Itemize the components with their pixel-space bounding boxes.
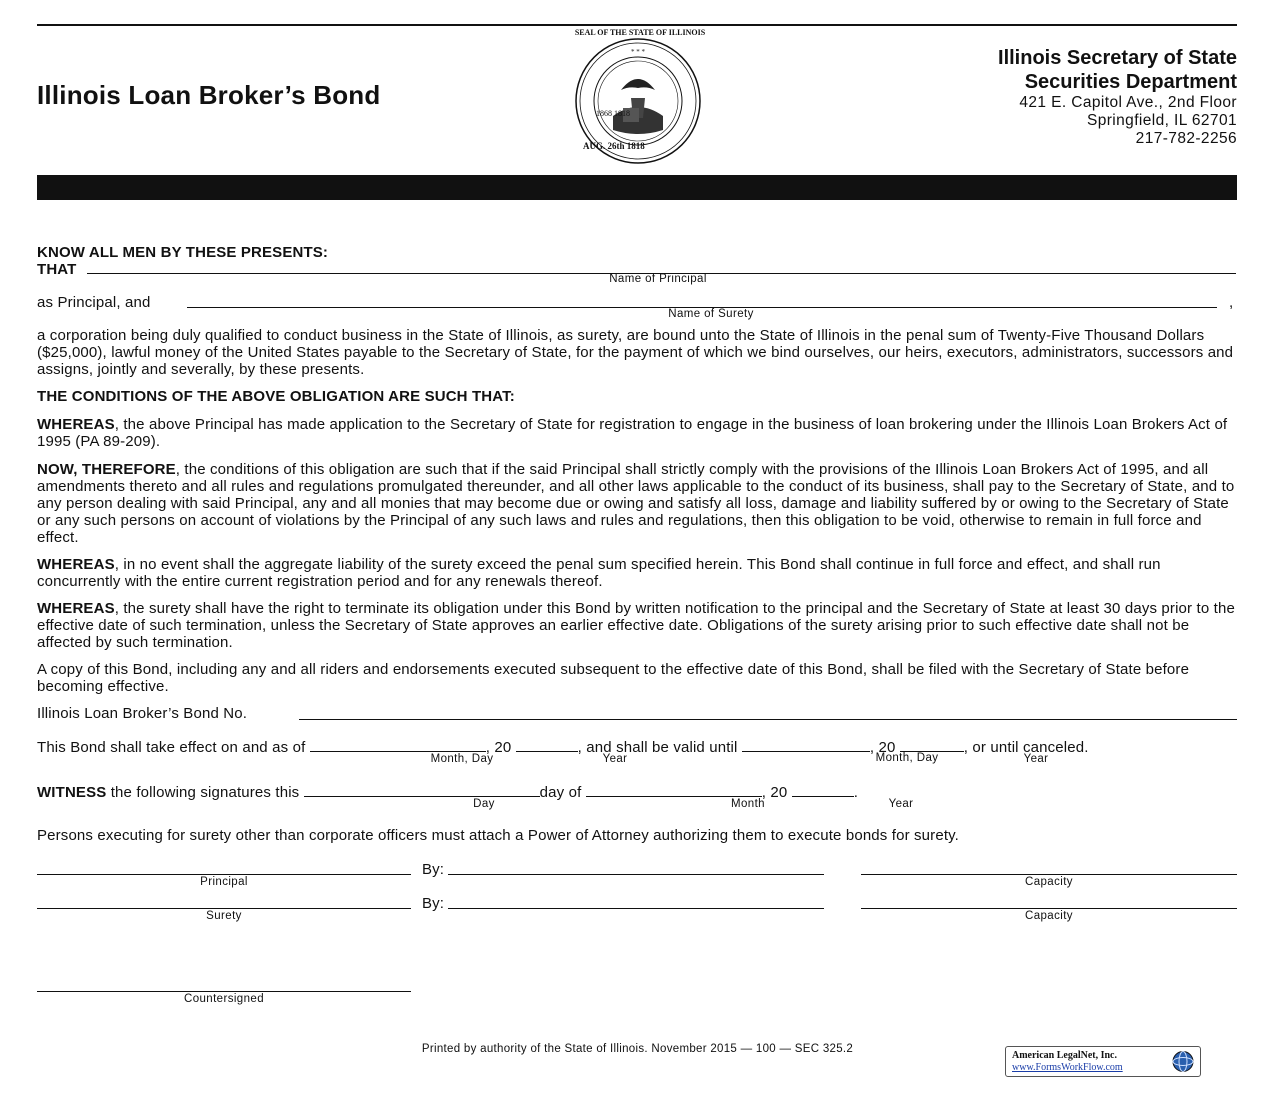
agency-phone: 217-782-2256 bbox=[1135, 130, 1237, 147]
agency-name: Illinois Secretary of State bbox=[998, 47, 1237, 69]
whereas-lead-3: WHEREAS bbox=[37, 600, 115, 617]
witness-text-2: day of bbox=[539, 784, 582, 801]
top-rule bbox=[37, 24, 1237, 26]
legalnet-logo[interactable] bbox=[1005, 1046, 1201, 1077]
power-of-attorney-note: Persons executing for surety other than corporate officers must attach a Power of Attorney authorizing them to execute bonds for surety. bbox=[37, 827, 959, 844]
logo-name: American LegalNet, Inc. bbox=[1012, 1050, 1117, 1061]
effect-year-field[interactable] bbox=[516, 738, 578, 752]
agency-block bbox=[998, 46, 1237, 148]
witness-text-1: the following signatures this bbox=[106, 784, 300, 801]
cap-month-day-1: Month, Day bbox=[430, 753, 494, 765]
cap-year: Year bbox=[888, 798, 914, 810]
valid-until-year-field[interactable] bbox=[900, 738, 964, 752]
whereas-lead-2: WHEREAS bbox=[37, 556, 115, 573]
document-title: Illinois Loan Broker’s Bond bbox=[37, 80, 381, 110]
capacity-field-2[interactable] bbox=[861, 908, 1237, 909]
effect-text-4: , 20 bbox=[869, 739, 896, 756]
principal-caption: Principal bbox=[200, 876, 248, 888]
seal-caption: SEAL OF THE STATE OF ILLINOIS bbox=[574, 28, 706, 37]
bond-no-field[interactable] bbox=[299, 719, 1237, 720]
countersigned-field[interactable] bbox=[37, 991, 411, 992]
whereas-text-2: , in no event shall the aggregate liability of the surety exceed the penal sum specified herein. This Bond shall continue in full force and effect, and shall run concurrently with the entire current registration period and for any renewals thereof. bbox=[37, 556, 1161, 590]
whereas-text-3: , the surety shall have the right to terminate its obligation under this Bond by written notification to the principal and the Secretary of State at least 30 days prior to the effective date of such termination, unless the Secretary of State approves an earlier effective date. Obligations of the surety arising prior to such effective date shall not be affected by such termination. bbox=[37, 600, 1235, 651]
whereas-text-1: , the above Principal has made application to the Secretary of State for registration to engage in the business of loan brokering under the Illinois Loan Brokers Act of 1995 (PA 89-209). bbox=[37, 416, 1228, 450]
name-of-principal-caption: Name of Principal bbox=[609, 273, 707, 285]
bond-no-label: Illinois Loan Broker’s Bond No. bbox=[37, 705, 248, 722]
conditions-heading: THE CONDITIONS OF THE ABOVE OBLIGATION ARE SUCH THAT: bbox=[37, 388, 515, 405]
witness-day-field[interactable] bbox=[304, 783, 540, 797]
whereas-paragraph-2 bbox=[37, 556, 1237, 590]
capacity-caption-1: Capacity bbox=[1025, 876, 1073, 888]
cap-day: Day bbox=[473, 798, 495, 810]
that-label: THAT bbox=[37, 261, 77, 278]
witness-lead: WITNESS bbox=[37, 784, 107, 801]
effect-text-2: , 20 bbox=[485, 739, 512, 756]
effect-text-5: , or until canceled. bbox=[963, 739, 1089, 756]
surety-comma: , bbox=[1229, 294, 1234, 311]
name-of-surety-caption: Name of Surety bbox=[668, 308, 754, 320]
witness-year-field[interactable] bbox=[792, 783, 854, 797]
countersigned-caption: Countersigned bbox=[183, 993, 264, 1005]
seal-date: AUG. 26th 1818 bbox=[583, 141, 645, 151]
whereas-paragraph-3 bbox=[37, 600, 1237, 651]
now-therefore-paragraph bbox=[37, 461, 1237, 546]
effect-text-1: This Bond shall take effect on and as of bbox=[37, 739, 306, 756]
seal-years: 1868 1818 bbox=[596, 109, 630, 118]
by-signature-field-2[interactable] bbox=[448, 908, 824, 909]
principal-signature-field[interactable] bbox=[37, 874, 411, 875]
by-label-1: By: bbox=[422, 861, 445, 878]
whereas-paragraph-1 bbox=[37, 416, 1237, 450]
agency-department: Securities Department bbox=[1024, 71, 1237, 93]
capacity-field-1[interactable] bbox=[861, 874, 1237, 875]
effect-text-3: , and shall be valid until bbox=[577, 739, 738, 756]
by-signature-field-1[interactable] bbox=[448, 874, 824, 875]
cap-year-2: Year bbox=[1023, 753, 1049, 765]
logo-url[interactable]: www.FormsWorkFlow.com bbox=[1012, 1062, 1123, 1073]
copy-paragraph: A copy of this Bond, including any and all riders and endorsements executed subsequent to the effective date of this Bond, shall be filed with the Secretary of State before becoming effective. bbox=[37, 661, 1190, 695]
cap-month-day-2: Month, Day bbox=[875, 752, 939, 764]
surety-caption: Surety bbox=[206, 910, 242, 922]
witness-text-3: , 20 bbox=[761, 784, 788, 801]
cap-month: Month bbox=[731, 798, 765, 810]
valid-until-month-day-field[interactable] bbox=[742, 738, 870, 752]
header-bar bbox=[37, 175, 1237, 200]
printed-by-footer: Printed by authority of the State of Illinois. November 2015 — 100 — SEC 325.2 bbox=[421, 1043, 854, 1055]
as-principal-label: as Principal, and bbox=[37, 294, 151, 311]
globe-icon bbox=[1170, 1049, 1196, 1074]
cap-year-1: Year bbox=[602, 753, 628, 765]
corporation-paragraph: a corporation being duly qualified to conduct business in the State of Illinois, as surety, are bound unto the State of Illinois in the penal sum of Twenty-Five Thousand Dollars ($25,000), lawful money of the United States payable to the Secretary of State, for the payment of which we bind ourselves, our heirs, executors, administrators, successors and assigns, jointly and severally, by these presents. bbox=[37, 327, 1234, 378]
know-all-heading: KNOW ALL MEN BY THESE PRESENTS: bbox=[37, 244, 329, 261]
agency-city: Springfield, IL 62701 bbox=[1086, 112, 1237, 129]
capacity-caption-2: Capacity bbox=[1025, 910, 1073, 922]
witness-text-4: . bbox=[853, 784, 859, 801]
now-therefore-lead: NOW, THEREFORE bbox=[37, 461, 176, 478]
svg-text:* * *: * * * bbox=[631, 48, 645, 56]
agency-address: 421 E. Capitol Ave., 2nd Floor bbox=[1019, 94, 1237, 111]
effect-month-day-field[interactable] bbox=[310, 738, 486, 752]
now-therefore-text: , the conditions of this obligation are such that if the said Principal shall strictly comply with the provisions of the Illinois Loan Brokers Act of 1995, and all amendments thereto and all rules and regulations promulgated thereunder, and all other laws applicable to the conduct of its business, shall pay to the Secretary of State, and to any person dealing with said Principal, any and all monies that may become due or owing and satisfy all loss, damage and liability suffered by or owing to the Secretary of State or any such persons on account of violations by the Principal of any such laws and rules and regulations, then this obligation to be void, otherwise to remain in full force and effect. bbox=[37, 461, 1235, 546]
by-label-2: By: bbox=[422, 895, 445, 912]
witness-month-field[interactable] bbox=[586, 783, 762, 797]
surety-signature-field[interactable] bbox=[37, 908, 411, 909]
whereas-lead-1: WHEREAS bbox=[37, 416, 115, 433]
